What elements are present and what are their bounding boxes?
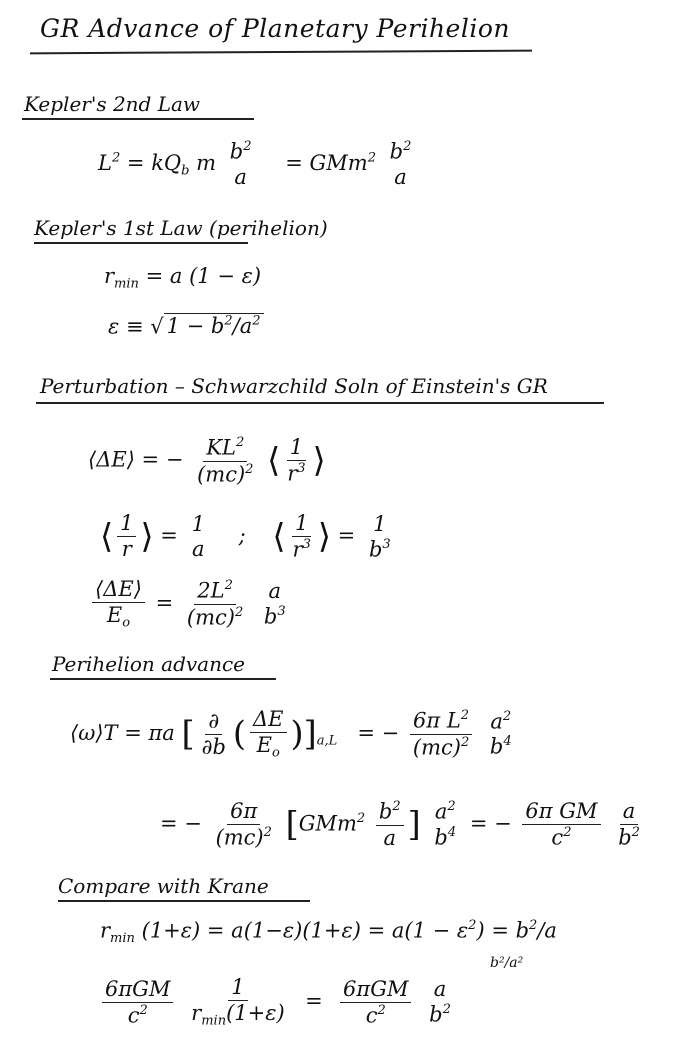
section-underline xyxy=(22,118,254,120)
underbrace-note: b²/a² xyxy=(490,955,524,971)
equation-averages: ⟨ $\frac{1}{r}$ ⟩ = 1 a ; ⟨ $\frac{1}{r^3}$ ⟩ = 1 $b^3$ xyxy=(100,511,391,562)
section-underline xyxy=(50,678,276,680)
equation-advance-expanded: = − $\frac{6\pi}{(mc)^2}$ [GMm$^2$ $\frac{b^2}{a}$ ] $a^2$ $b^4$ = − $\frac{\text{6π GM}}{c^2}$ $\frac{a}{b^2}$ xyxy=(160,799,640,850)
section-underline xyxy=(58,900,310,902)
section-perihelion-advance: Perihelion advance xyxy=(52,652,246,676)
equation-rmin: $r_{min} = a$ (1 − ε) xyxy=(104,264,262,292)
section-kepler-1st-law: Kepler's 1st Law (perihelion) xyxy=(34,216,328,240)
page-title: GR Advance of Planetary Perihelion xyxy=(40,14,510,43)
equation-kepler2: $L^2 = kQ_b$ m $b^2$ a = GMm$^2$ $b^2$ a xyxy=(98,139,412,189)
equation-eccentricity: ε ≡ √ $1 - b^2/a^2$ xyxy=(108,314,264,338)
section-underline xyxy=(34,242,248,244)
section-compare-krane: Compare with Krane xyxy=(58,874,269,898)
equation-omega-t: ⟨ω⟩T = πa [ $\frac{\partial}{\partial b}$ ( $\frac{\Delta E}{E_o}$ )]$_{a,L}$ = − $\frac{6\pi L^2}{(mc)^2}$ $a^2$ $b^4$ xyxy=(70,707,512,761)
equation-krane-identity: $r_{min}$ $(1+\varepsilon) = a(1-\varepsilon)(1+\varepsilon) = a(1 - \varepsilon^2) = b^2/a$ xyxy=(100,918,557,946)
section-kepler-2nd-law: Kepler's 2nd Law xyxy=(24,92,201,116)
section-underline xyxy=(36,402,604,404)
title-underline xyxy=(30,50,532,55)
equation-krane-compare: $\frac{\text{6πGM}}{c^2}$ $\frac{1}{r_{min}(1+\varepsilon)}$ = $\frac{\text{6πGM}}{c^2}$ a $b^2$ xyxy=(98,976,458,1029)
equation-energy-shift: ⟨ΔE⟩ = − $\frac{KL^2}{(mc)^2}$ ⟨ $\frac{1}{r^3}$ ⟩ xyxy=(88,435,326,486)
section-perturbation: Perturbation – Schwarzchild Soln of Einstein's GR xyxy=(40,374,548,398)
equation-energy-ratio: $\frac{⟨\Delta E⟩}{E_o}$ = $\frac{2L^2}{(mc)^2}$ a $b^3$ xyxy=(88,578,293,631)
